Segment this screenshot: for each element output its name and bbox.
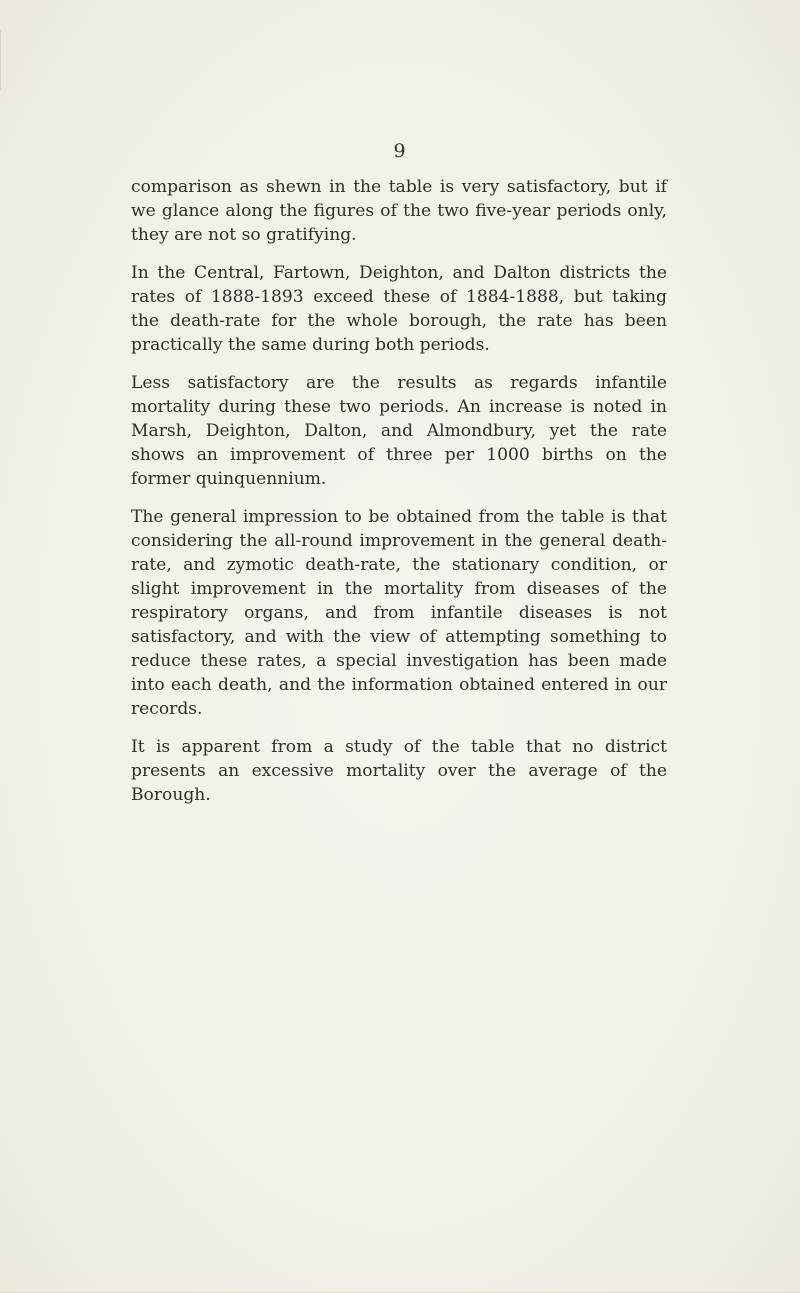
body-text	[131, 175, 667, 807]
paragraph-1: comparison as shewn in the table is very satisfactory, but if we glance along the figures of the two five-year periods only, they are not so gratifying.	[131, 177, 667, 245]
paragraph-3: Less satisfactory are the results as regards infantile mortality during these two periods. An increase is noted in Marsh, Deighton, Dalton, and Almondbury, yet the rate shows an improvement of three per 1000 births on the former quinquennium.	[131, 373, 667, 489]
paragraph-2: In the Central, Fartown, Deighton, and Dalton districts the rates of 1888-1893 exceed these of 1884-1888, but taking the death-rate for the whole borough, the rate has been practically the same during both periods.	[131, 263, 667, 355]
page-number: 9	[393, 140, 407, 162]
page-edge-mark	[0, 30, 11, 90]
paragraph-5: It is apparent from a study of the table that no district presents an excessive mortality over the average of the Borough.	[131, 737, 667, 805]
paragraph-4: The general impression to be obtained from the table is that considering the all-round improvement in the general death-rate, and zymotic death-rate, the stationary condition, or slight improvement in the mortality from diseases of the respiratory organs, and from infantile diseases is not satisfactory, and with the view of attempting something to reduce these rates, a special investigation has been made into each death, and the information obtained entered in our records.	[131, 507, 667, 719]
